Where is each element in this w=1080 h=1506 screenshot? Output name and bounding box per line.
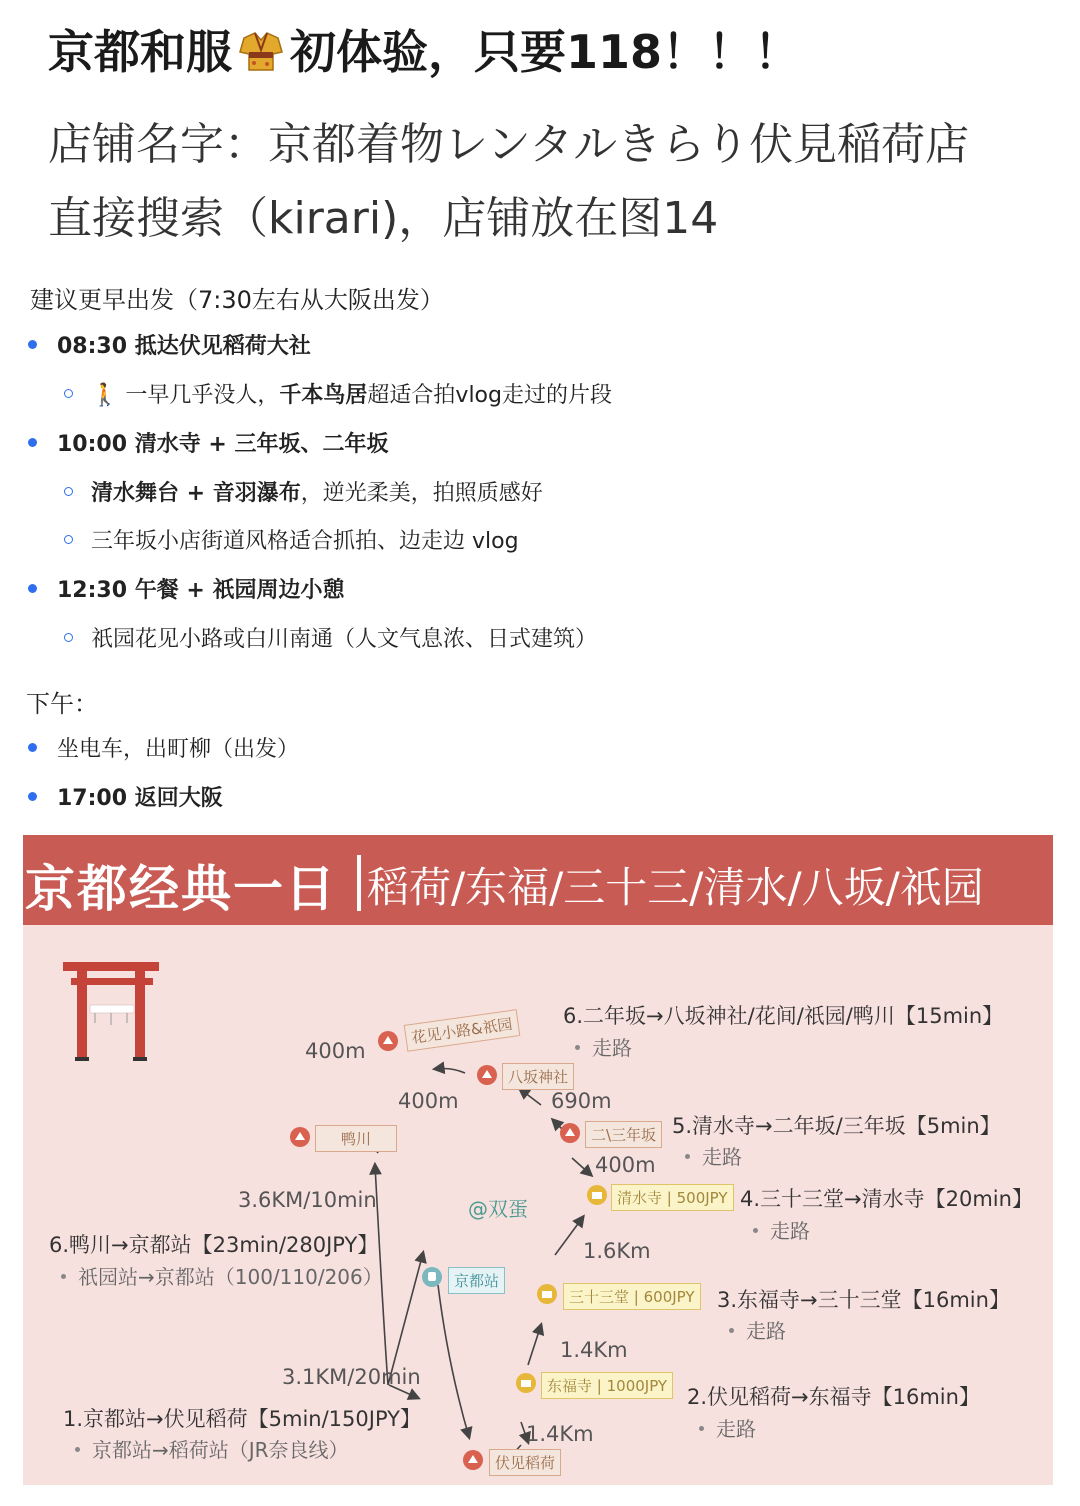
kimono-icon bbox=[238, 28, 284, 74]
bullet-dot bbox=[28, 584, 37, 593]
walking-person-icon: 🚶 bbox=[91, 383, 119, 408]
list-subitem bbox=[64, 476, 543, 507]
list-item bbox=[28, 732, 299, 763]
train-station-icon bbox=[420, 1266, 444, 1290]
step-detail: 走路 bbox=[685, 1141, 742, 1170]
step-detail: 走路 bbox=[699, 1413, 756, 1442]
distance-label: 400m bbox=[305, 1039, 366, 1063]
bullet-ring bbox=[64, 487, 73, 496]
place-tag-kiyomizu: 清水寺 | 500JPY bbox=[611, 1184, 734, 1211]
item-title: 17:00 返回大阪 bbox=[57, 786, 223, 811]
route-arrow bbox=[438, 1285, 469, 1437]
step-title: 1.京都站→伏见稻荷【5min/150JPY】 bbox=[63, 1407, 421, 1431]
item-title: 08:30 抵达伏见稻荷大社 bbox=[57, 334, 311, 359]
location-pin-icon bbox=[288, 1126, 312, 1150]
distance-label: 690m bbox=[551, 1089, 612, 1113]
place-tag-tofukuji: 东福寺 | 1000JPY bbox=[541, 1372, 673, 1399]
item-title: 坐电车，出町柳（出发） bbox=[57, 737, 300, 762]
distance-label: 1.6Km bbox=[583, 1239, 651, 1263]
step-title: 6.二年坂→八坂神社/花间/祇园/鸭川【15min】 bbox=[563, 1004, 1004, 1028]
location-pin-icon bbox=[558, 1122, 582, 1146]
subitem-text: ，逆光柔美，拍照质感好 bbox=[300, 481, 543, 506]
list-subitem bbox=[64, 622, 597, 653]
route-arrow bbox=[528, 1325, 541, 1365]
place-price: 500JPY bbox=[676, 1189, 728, 1207]
list-item bbox=[28, 329, 311, 360]
list-item bbox=[28, 781, 223, 812]
afternoon-heading: 下午： bbox=[26, 690, 98, 718]
search-line: 直接搜索（kirari)，店铺放在图14 bbox=[48, 193, 719, 244]
step-detail: 走路 bbox=[753, 1215, 810, 1244]
bullet-ring bbox=[64, 389, 73, 398]
step-detail: 走路 bbox=[729, 1315, 786, 1344]
subitem-bold: 清水舞台 + 音羽瀑布 bbox=[91, 481, 301, 506]
subitem-text: 一早几乎没人， bbox=[118, 383, 280, 408]
bullet-dot bbox=[28, 438, 37, 447]
place-tag-kamo: 鸭川 bbox=[315, 1125, 397, 1152]
place-tag-hanamikoji: 花见小路&祇园 bbox=[404, 1009, 520, 1052]
distance-label: 400m bbox=[595, 1153, 656, 1177]
subitem-text: 三年坂小店街道风格适合抓拍、边走边 vlog bbox=[91, 529, 519, 554]
route-infographic bbox=[23, 835, 1053, 1485]
bullet-dot bbox=[28, 743, 37, 752]
torii-gate-icon bbox=[63, 962, 159, 1061]
distance-label: 400m bbox=[398, 1089, 459, 1113]
route-arrow bbox=[520, 1089, 541, 1105]
location-pin-icon bbox=[376, 1030, 400, 1054]
distance-label: 3.1KM/20min bbox=[282, 1365, 421, 1389]
distance-label: 1.4Km bbox=[560, 1338, 628, 1362]
location-pin-icon bbox=[475, 1064, 499, 1088]
place-tag-yasaka: 八坂神社 bbox=[502, 1063, 574, 1090]
place-name: 三十三堂 bbox=[569, 1288, 630, 1306]
item-title: 10:00 清水寺 + 三年坂、二年坂 bbox=[57, 432, 389, 457]
step-detail: 京都站→稻荷站（JR奈良线） bbox=[75, 1434, 349, 1463]
location-pin-icon bbox=[514, 1372, 538, 1396]
intro-text: 建议更早出发（7:30左右从大阪出发） bbox=[30, 286, 444, 314]
route-arrow bbox=[555, 1217, 583, 1255]
bullet-dot bbox=[28, 340, 37, 349]
bullet-ring bbox=[64, 633, 73, 642]
title-prefix: 京都和服 bbox=[48, 25, 232, 79]
list-subitem bbox=[64, 378, 612, 409]
step-title: 2.伏见稻荷→东福寺【16min】 bbox=[687, 1385, 980, 1409]
place-price: 1000JPY bbox=[606, 1377, 668, 1395]
step-detail: 祇园站→京都站（100/110/206） bbox=[61, 1261, 383, 1290]
place-price: 600JPY bbox=[643, 1288, 695, 1306]
bullet-dot bbox=[28, 792, 37, 801]
subitem-text: 超适合拍vlog走过的片段 bbox=[367, 383, 612, 408]
list-item bbox=[28, 573, 344, 604]
distance-label: 1.4Km bbox=[526, 1422, 594, 1446]
banner-subtitle: 稻荷/东福/三十三/清水/八坂/祇园 bbox=[367, 863, 984, 912]
banner-title: 京都经典一日 bbox=[25, 860, 337, 918]
step-title: 3.东福寺→三十三堂【16min】 bbox=[717, 1288, 1010, 1312]
place-tag-fushimi: 伏见稻荷 bbox=[489, 1449, 561, 1476]
step-detail: 走路 bbox=[575, 1032, 632, 1061]
place-tag-ninenzaka: 二\三年坂 bbox=[585, 1121, 662, 1148]
location-pin-icon bbox=[585, 1184, 609, 1208]
subitem-bold: 千本鸟居 bbox=[279, 383, 368, 408]
step-title: 6.鸭川→京都站【23min/280JPY】 bbox=[49, 1233, 379, 1257]
list-item bbox=[28, 427, 388, 458]
location-pin-icon bbox=[535, 1283, 559, 1307]
step-title: 5.清水寺→二年坂/三年坂【5min】 bbox=[672, 1114, 1001, 1138]
title-suffix: 初体验，只要118！！！ bbox=[290, 25, 801, 79]
shop-name-line: 店铺名字：京都着物レンタルきらり伏見稲荷店 bbox=[48, 119, 970, 170]
route-arrow bbox=[435, 1069, 465, 1074]
step-title: 4.三十三堂→清水寺【20min】 bbox=[740, 1187, 1033, 1211]
author-handle: @双蛋 bbox=[468, 1197, 528, 1221]
subitem-text: 祇园花见小路或白川南通（人文气息浓、日式建筑） bbox=[91, 627, 598, 652]
place-name: 清水寺 bbox=[617, 1189, 663, 1207]
distance-label: 3.6KM/10min bbox=[238, 1188, 377, 1212]
place-name: 东福寺 bbox=[547, 1377, 593, 1395]
bullet-ring bbox=[64, 535, 73, 544]
place-tag-kyoto-station: 京都站 bbox=[448, 1267, 505, 1294]
route-arrow bbox=[572, 1158, 591, 1175]
page-title bbox=[48, 16, 800, 82]
item-title: 12:30 午餐 + 祇园周边小憩 bbox=[57, 578, 345, 603]
place-tag-sanjusangendo: 三十三堂 | 600JPY bbox=[563, 1283, 701, 1310]
location-pin-icon bbox=[461, 1449, 485, 1473]
list-subitem bbox=[64, 524, 519, 555]
